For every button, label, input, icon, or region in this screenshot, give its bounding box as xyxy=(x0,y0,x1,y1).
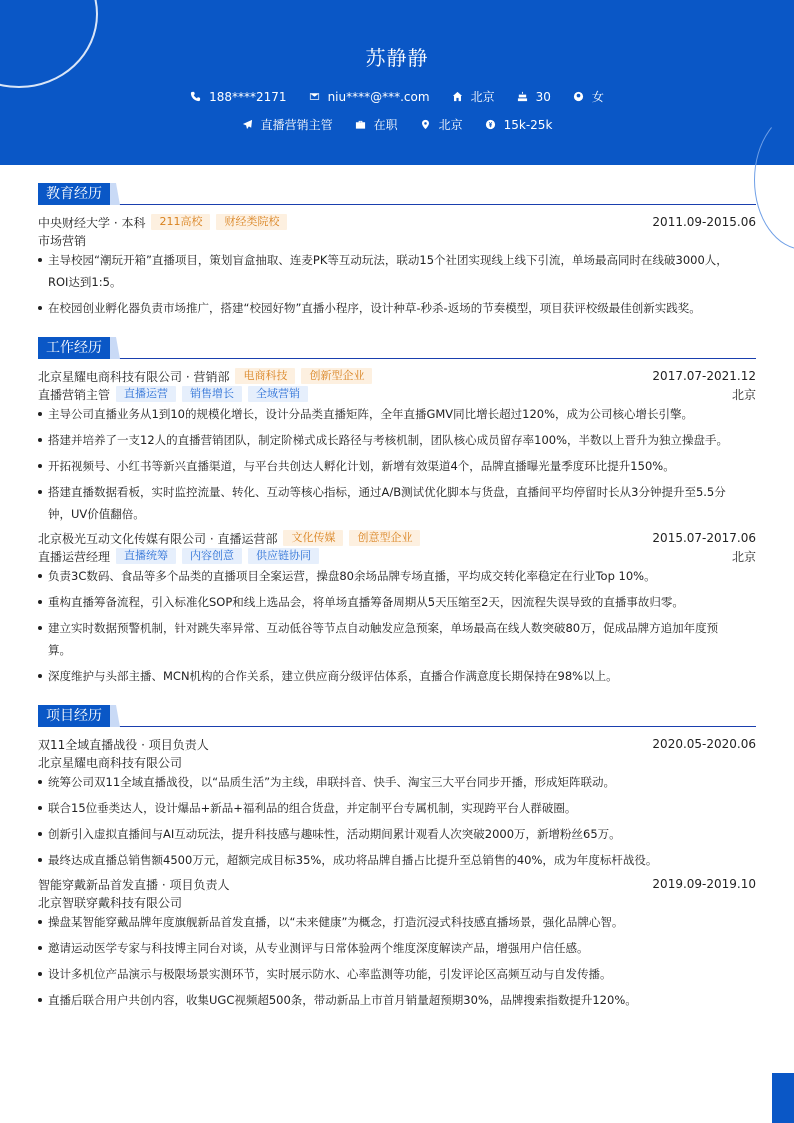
section-title-text: 教育经历 xyxy=(38,183,110,205)
project-company-line xyxy=(38,753,756,771)
company-tag: 文化传媒 xyxy=(283,530,343,546)
job-bullet: 搭建并培养了一支12人的直播营销团队，制定阶梯式成长路径与考核机制，团队核心成员留存率100%，半数以上晋升为独立操盘手。 xyxy=(38,429,756,451)
job-city: 北京 xyxy=(731,387,756,402)
project-bullet: 设计多机位产品演示与极限场景实测环节，实时展示防水、心率监测等功能，引发评论区高频互动与自发传播。 xyxy=(38,963,756,985)
gender-icon xyxy=(573,91,584,102)
job-status: 在职 xyxy=(373,118,398,132)
position-name: 直播营销主管 xyxy=(38,387,111,402)
age-info xyxy=(517,90,551,104)
job-bullet: 搭建直播数据看板，实时监控流量、转化、互动等核心指标，通过A/B测试优化脚本与货盘，直播间平均停留时长从3分钟提升至5.5分 钟，UV价值翻倍。 xyxy=(38,481,756,525)
school-tag: 211高校 xyxy=(151,214,210,230)
company-tag: 创意型企业 xyxy=(349,530,420,546)
major-line xyxy=(38,231,756,249)
job-company-line xyxy=(38,529,756,547)
target-city-info xyxy=(420,116,463,133)
coin-icon xyxy=(485,119,496,130)
skill-tag: 供应链协同 xyxy=(248,548,319,564)
tab-decoration xyxy=(110,337,120,359)
location-pin-icon xyxy=(420,119,431,130)
section-title-text: 工作经历 xyxy=(38,337,110,359)
education-section-title xyxy=(38,183,756,205)
email-address: niu****@***.com xyxy=(327,89,430,104)
current-city: 北京 xyxy=(470,90,495,104)
salary-info xyxy=(485,118,553,132)
project-company: 北京星耀电商科技有限公司 xyxy=(38,755,183,770)
job-bullet: 负责3C数码、食品等多个品类的直播项目全案运营，操盘80余场品牌专场直播，平均成交转化率稳定在行业Top 10%。 xyxy=(38,565,756,587)
major-name: 市场营销 xyxy=(38,233,87,248)
job-date: 2015.07-2017.06 xyxy=(652,531,756,545)
project-bullet: 操盘某智能穿戴品牌年度旗舰新品首发直播，以“未来健康”为概念，打造沉浸式科技感直播场景，强化品牌心智。 xyxy=(38,911,756,933)
project-date: 2019.09-2019.10 xyxy=(652,877,756,891)
skill-tag: 销售增长 xyxy=(182,386,242,402)
project-company: 北京智联穿戴科技有限公司 xyxy=(38,895,183,910)
target-city: 北京 xyxy=(438,118,463,132)
tab-decoration xyxy=(110,183,120,205)
skill-tag: 内容创意 xyxy=(182,548,242,564)
cake-icon xyxy=(517,91,528,102)
education-bullet: 主导校园“潮玩开箱”直播项目，策划盲盒抽取、连麦PK等互动玩法，联动15个社团实现线上线下引流，单场最高同时在线破3000人， ROI达到1:5。 xyxy=(38,249,756,293)
project-name: 双11全域直播战役 · 项目负责人 xyxy=(38,737,209,752)
age-value: 30 xyxy=(535,89,551,104)
project-company-line xyxy=(38,893,756,911)
tab-decoration xyxy=(110,705,120,727)
home-icon xyxy=(452,91,463,102)
project-bullet: 联合15位垂类达人，设计爆品+新品+福利品的组合货盘，并定制平台专属机制，实现跨平台人群破圈。 xyxy=(38,797,756,819)
project-name: 智能穿戴新品首发直播 · 项目负责人 xyxy=(38,877,230,892)
project-bullet: 统筹公司双11全域直播战役，以“品质生活”为主线，串联抖音、快手、淘宝三大平台同步开播，形成矩阵联动。 xyxy=(38,771,756,793)
project-header-line xyxy=(38,875,756,893)
target-job: 直播营销主管 xyxy=(260,118,333,132)
job-intent-row xyxy=(0,116,794,133)
education-header-line xyxy=(38,213,756,231)
corner-decoration xyxy=(772,1073,794,1123)
job-bullet: 开拓视频号、小红书等新兴直播渠道，与平台共创达人孵化计划，新增有效渠道4个，品牌直播曝光量季度环比提升150%。 xyxy=(38,455,756,477)
project-date: 2020.05-2020.06 xyxy=(652,737,756,751)
education-bullet: 在校园创业孵化器负责市场推广，搭建“校园好物”直播小程序，设计种草-秒杀-返场的节奏模型，项目获评校级最佳创新实践奖。 xyxy=(38,297,756,319)
status-info xyxy=(355,116,398,133)
skill-tag: 直播运营 xyxy=(116,386,176,402)
project-bullet: 邀请运动医学专家与科技博主同台对谈，从专业测评与日常体验两个维度深度解读产品，增强用户信任感。 xyxy=(38,937,756,959)
company-tag: 电商科技 xyxy=(235,368,295,384)
expected-salary: 15k-25k xyxy=(503,117,553,132)
education-date: 2011.09-2015.06 xyxy=(652,215,756,229)
resume-header xyxy=(0,0,794,165)
briefcase-icon xyxy=(355,119,366,130)
job-bullet: 深度维护与头部主播、MCN机构的合作关系，建立供应商分级评估体系，直播合作满意度长期保持在98%以上。 xyxy=(38,665,756,687)
paper-plane-icon xyxy=(242,119,253,130)
school-tag: 财经类院校 xyxy=(216,214,287,230)
job-date: 2017.07-2021.12 xyxy=(652,369,756,383)
company-name: 北京极光互动文化传媒有限公司 · 直播运营部 xyxy=(38,531,278,546)
school-name: 中央财经大学 · 本科 xyxy=(38,215,146,230)
phone-icon xyxy=(190,91,201,102)
job-city: 北京 xyxy=(731,549,756,564)
project-bullet: 直播后联合用户共创内容，收集UGC视频超500条，带动新品上市首月销量超预期30%，品牌搜索指数提升120%。 xyxy=(38,989,756,1011)
job-bullet: 主导公司直播业务从1到10的规模化增长，设计分品类直播矩阵，全年直播GMV同比增长超过120%，成为公司核心增长引擎。 xyxy=(38,403,756,425)
phone-number: 188****2171 xyxy=(209,89,287,104)
gender-info xyxy=(573,88,604,105)
project-bullet: 创新引入虚拟直播间与AI互动玩法，提升科技感与趣味性，活动期间累计观看人次突破2000万，新增粉丝65万。 xyxy=(38,823,756,845)
contact-row xyxy=(0,88,794,105)
city-info xyxy=(452,88,495,105)
company-name: 北京星耀电商科技有限公司 · 营销部 xyxy=(38,369,230,384)
job-position-line xyxy=(38,385,756,403)
candidate-name: 苏静静 xyxy=(365,46,429,70)
target-job-info xyxy=(242,116,333,133)
work-section-title xyxy=(38,337,756,359)
skill-tag: 直播统筹 xyxy=(116,548,176,564)
position-name: 直播运营经理 xyxy=(38,549,111,564)
section-title-text: 项目经历 xyxy=(38,705,110,727)
email-info xyxy=(309,90,430,104)
job-position-line xyxy=(38,547,756,565)
job-bullet: 建立实时数据预警机制，针对跳失率异常、互动低谷等节点自动触发应急预案，单场最高在线人数突破80万，促成品牌方追加年度预 算。 xyxy=(38,617,756,661)
job-bullet: 重构直播筹备流程，引入标准化SOP和线上选品会，将单场直播筹备周期从5天压缩至2天，因流程失误导致的直播事故归零。 xyxy=(38,591,756,613)
projects-section-title xyxy=(38,705,756,727)
company-tag: 创新型企业 xyxy=(301,368,372,384)
gender-value: 女 xyxy=(591,90,604,104)
job-company-line xyxy=(38,367,756,385)
mail-icon xyxy=(309,91,320,102)
project-header-line xyxy=(38,735,756,753)
project-bullet: 最终达成直播总销售额4500万元，超额完成目标35%，成功将品牌自播占比提升至总销售的40%，成为年度标杆战役。 xyxy=(38,849,756,871)
skill-tag: 全域营销 xyxy=(248,386,308,402)
phone-info xyxy=(190,90,286,104)
